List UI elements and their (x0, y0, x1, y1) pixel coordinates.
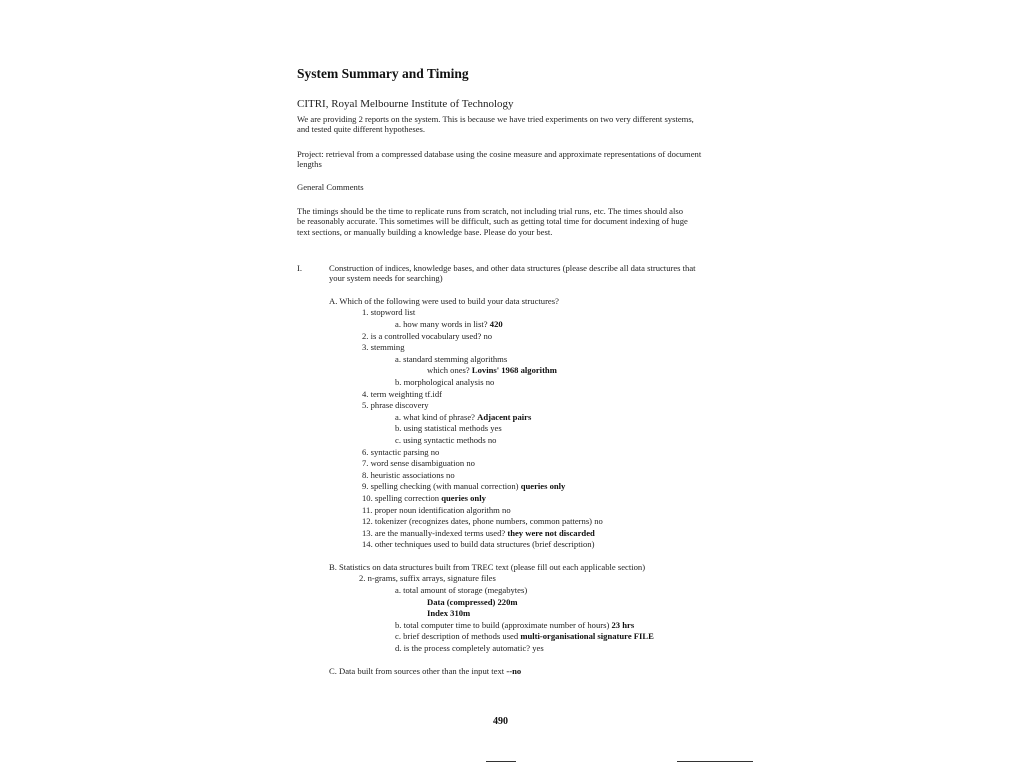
part-a-heading: A. Which of the following were used to build your data structures? (329, 296, 559, 306)
list-item: a. total amount of storage (megabytes) (395, 585, 528, 595)
section-line: your system needs for searching) (329, 273, 443, 283)
general-line: text sections, or manually building a knowledge base. Please do your best. (297, 227, 553, 237)
list-item: 8. heuristic associations no (362, 470, 455, 480)
list-item: 5. phrase discovery (362, 400, 429, 410)
list-item: b. using statistical methods yes (395, 423, 502, 433)
project-line: Project: retrieval from a compressed database using the cosine measure and approximate representations of document (297, 149, 702, 159)
footer-rule-right (677, 761, 753, 762)
footer-rule-left (486, 761, 516, 762)
list-item: 10. spelling correction queries only (362, 493, 486, 503)
general-line: be reasonably accurate. This sometimes will be difficult, such as getting total time for document indexing of huge (297, 216, 688, 226)
page-title: System Summary and Timing (297, 66, 469, 81)
list-item: c. brief description of methods used multi-organisational signature FILE (395, 631, 654, 641)
section-line: Construction of indices, knowledge bases, and other data structures (please describe all data structures that (329, 263, 696, 273)
list-item: 6. syntactic parsing no (362, 447, 440, 457)
list-item: b. morphological analysis no (395, 377, 495, 387)
institution-line: CITRI, Royal Melbourne Institute of Technology (297, 98, 514, 110)
general-line: The timings should be the time to replicate runs from scratch, not including trial runs, etc. The times should also (297, 206, 684, 216)
list-item: Index 310m (427, 608, 471, 618)
list-item: 1. stopword list (362, 307, 416, 317)
list-item: b. total computer time to build (approximate number of hours) 23 hrs (395, 620, 635, 630)
list-item: 3. stemming (362, 342, 405, 352)
list-item: 11. proper noun identification algorithm no (362, 505, 511, 515)
general-heading: General Comments (297, 182, 364, 192)
list-item: which ones? Lovins' 1968 algorithm (427, 365, 557, 375)
part-b-heading: B. Statistics on data structures built from TREC text (please fill out each applicable section) (329, 562, 646, 572)
project-line: lengths (297, 159, 322, 169)
list-item: a. standard stemming algorithms (395, 354, 508, 364)
list-item: 2. is a controlled vocabulary used? no (362, 331, 493, 341)
list-item: a. what kind of phrase? Adjacent pairs (395, 412, 532, 422)
list-item: 4. term weighting tf.idf (362, 389, 442, 399)
list-item: a. how many words in list? 420 (395, 319, 503, 329)
list-item: 14. other techniques used to build data structures (brief description) (362, 539, 595, 549)
page-number: 490 (493, 716, 508, 727)
part-b-subheading: 2. n-grams, suffix arrays, signature files (359, 573, 496, 583)
list-item: 12. tokenizer (recognizes dates, phone numbers, common patterns) no (362, 516, 603, 526)
intro-line: and tested quite different hypotheses. (297, 124, 425, 134)
list-item: 13. are the manually-indexed terms used? they were not discarded (362, 528, 595, 538)
list-item: Data (compressed) 220m (427, 597, 518, 607)
list-item: 9. spelling checking (with manual correction) queries only (362, 481, 566, 491)
intro-line: We are providing 2 reports on the system. This is because we have tried experiments on two very different systems, (297, 114, 694, 124)
list-item: 7. word sense disambiguation no (362, 458, 475, 468)
section-number: I. (297, 263, 303, 273)
list-item: c. using syntactic methods no (395, 435, 497, 445)
part-c-line: C. Data built from sources other than the input text --no (329, 666, 522, 676)
list-item: d. is the process completely automatic? yes (395, 643, 544, 653)
